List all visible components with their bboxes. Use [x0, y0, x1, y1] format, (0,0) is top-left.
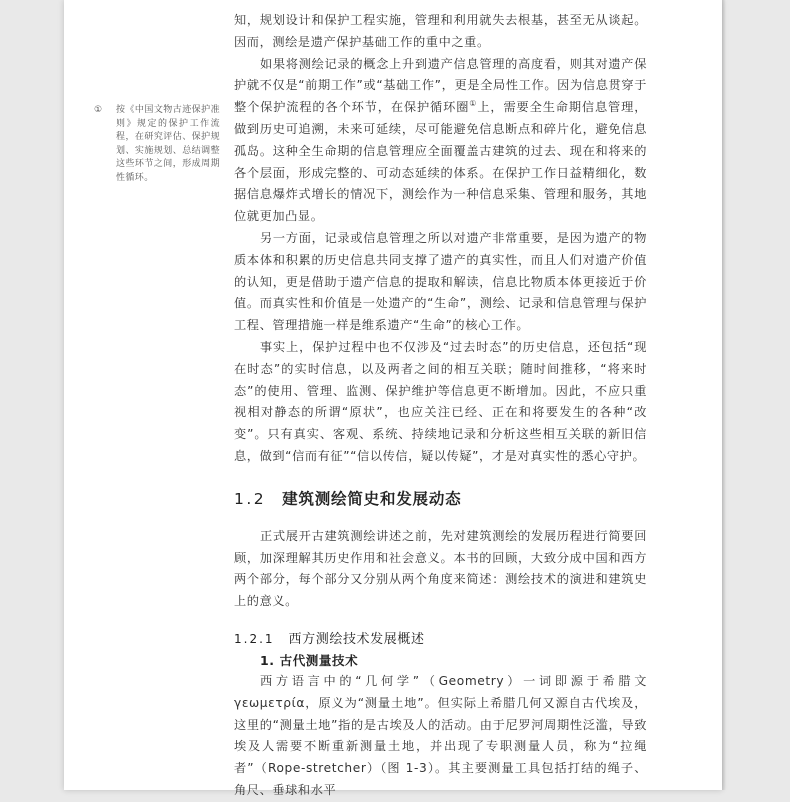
footnote-reference[interactable]: ①	[469, 99, 478, 109]
section-title: 建筑测绘简史和发展动态	[282, 489, 462, 508]
paragraph-section-intro: 正式展开古建筑测绘讲述之前，先对建筑测绘的发展历程进行简要回顾，加深理解其历史作用和社会意义。本书的回顾，大致分成中国和西方两个部分，每个部分又分别从两个角度来简述：测绘技术的演进和建筑史上的意义。	[234, 528, 647, 609]
paragraph-tenses: 事实上，保护过程中也不仅涉及“过去时态”的历史信息，还包括“现在时态”的实时信息，以及两者之间的相互关联；随时间推移，“将来时态”的使用、管理、监测、保护维护等信息更不断增加。因此，不应只重视相对静态的所谓“原状”，也应关注已经、正在和将要发生的各种“改变”。只有真实、客观、系统、持续地记录和分析这些相互关联的新旧信息，做到“信而有征”“信以传信，疑以传疑”，才是对真实性的悉心守护。	[234, 339, 647, 463]
paragraph-text-part: 如果将测绘记录的概念上升到遗产信息管理的高度看，则其对遗产保护就不仅是“前期工作”或“基础工作”，更是全局性工作。因为信息贯穿于整个保护流程的各个环节，在保护循环圈	[234, 56, 647, 115]
page-shadow	[722, 0, 726, 790]
paragraph-info-management	[234, 54, 647, 228]
margin-note-marker: ①	[94, 105, 103, 115]
subsection-number: 1.2.1	[234, 631, 275, 646]
paragraph-text-part: 上，需要全生命期信息管理，做到历史可追溯，未来可延续，尽可能避免信息断点和碎片化，避免信息孤岛。这种全生命期的信息管理应全面覆盖古建筑的过去、现在和将来的各个层面，形成完整的、可动态延续的体系。在保护工作日益精细化，数据信息爆炸式增长的情况下，测绘作为一种信息采集、管理和服务，其地位就更加凸显。	[234, 100, 647, 224]
section-number: 1.2	[234, 489, 267, 508]
paragraph-authenticity: 另一方面，记录或信息管理之所以对遗产非常重要，是因为遗产的物质本体和积累的历史信息共同支撑了遗产的真实性，而且人们对遗产价值的认知，更是借助于遗产信息的提取和解读，信息比物质本体更接近于价值。而真实性和价值是一处遗产的“生命”，测绘、记录和信息管理与保护工程、管理措施一样是维系遗产“生命”的核心工作。	[234, 230, 647, 333]
section-heading	[234, 486, 647, 512]
main-text	[234, 10, 647, 802]
paragraph-continued: 知，规划设计和保护工程实施，管理和利用就失去根基，甚至无从谈起。因而，测绘是遗产保护基础工作的重中之重。	[234, 13, 647, 49]
margin-note-text: 按《中国文物古迹保护准则》规定的保护工作流程，在研究评估、保护规划、实施规划、总结调整这些环节之间，形成周期性循环。	[116, 105, 220, 183]
subsubsection-heading: 1. 古代测量技术	[260, 652, 359, 668]
subsection-title: 西方测绘技术发展概述	[288, 631, 425, 647]
paragraph-geometry: 西方语言中的“几何学”（Geometry）一词即源于希腊文 γεωμετρία，原义为“测量土地”。但实际上希腊几何又源自古代埃及，这里的“测量土地”指的是古埃及人的活动。由于尼罗河周期性泛滥，导致埃及人需要不断重新测量土地，并出现了专职测量人员，称为“拉绳者”（Rope-stretcher）（图 1-3）。其主要测量工具包括打结的绳子、角尺、垂球和水平	[234, 673, 647, 797]
margin-note	[96, 104, 220, 186]
subsection-heading	[234, 629, 647, 650]
